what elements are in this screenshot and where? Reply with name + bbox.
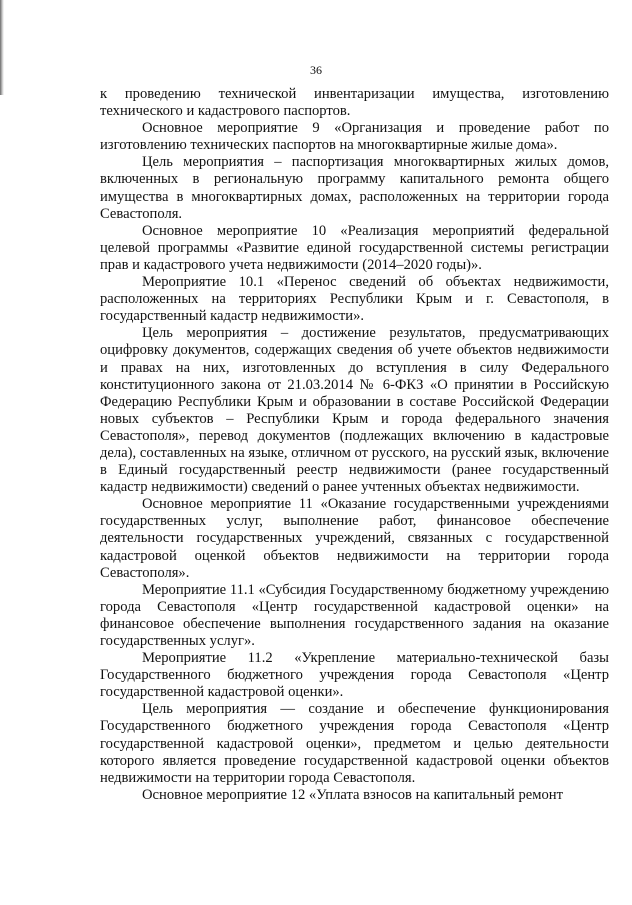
paragraph-activity-11-2: Мероприятие 11.2 «Укрепление материально-технической базы Государственного бюджетного учреждения города Севастополя «Центр государственной кадастровой оценки». [100, 650, 609, 701]
paragraph-continuation: к проведению технической инвентаризации имущества, изготовлению технического и кадастрового паспортов. [100, 86, 609, 120]
paragraph-goal-11: Цель мероприятия — создание и обеспечение функционирования Государственного бюджетного учреждения города Севастополя «Центр государственной кадастровой оценки», предметом и целью деятельности которого является проведение государственной кадастровой оценки объектов недвижимости на территории города Севастополя. [100, 701, 609, 786]
scan-edge-mark [0, 0, 4, 95]
paragraph-main-activity-10: Основное мероприятие 10 «Реализация мероприятий федеральной целевой программы «Развитие единой государственной системы регистрации прав и кадастрового учета недвижимости (2014–2020 годы)». [100, 222, 609, 273]
paragraph-activity-11-1: Мероприятие 11.1 «Субсидия Государственному бюджетному учреждению города Севастополя «Центр государственной кадастровой оценки» на финансовое обеспечение выполнения государственного задания на оказание государственных услуг». [100, 581, 609, 649]
paragraph-main-activity-11: Основное мероприятие 11 «Оказание государственными учреждениями государственных услуг, выполнение работ, финансовое обеспечение деятельности государственных учреждений, связанных с государственной кадастровой оценкой объектов недвижимости на территории города Севастополя». [100, 496, 609, 581]
paragraph-activity-10-1: Мероприятие 10.1 «Перенос сведений об объектах недвижимости, расположенных на территориях Республики Крым и г. Севастополя, в государственный кадастр недвижимости». [100, 274, 609, 325]
document-body [100, 86, 609, 804]
page-number: 36 [310, 63, 322, 77]
paragraph-main-activity-9: Основное мероприятие 9 «Организация и проведение работ по изготовлению технических паспортов на многоквартирные жилые дома». [100, 120, 609, 154]
paragraph-main-activity-12: Основное мероприятие 12 «Уплата взносов на капитальный ремонт [142, 786, 563, 803]
paragraph-goal-10-1: Цель мероприятия – достижение результатов, предусматривающих оцифровку документов, содержащих сведения об учете объектов недвижимости и правах на них, изготовленных до вступления в силу Федерального конституционного закона от 21.03.2014 № 6-ФКЗ «О принятии в Российскую Федерацию Республики Крым и образовании в составе Российской Федерации новых субъектов – Республики Крым и города федерального значения Севастополя», перевод документов (подлежащих включению в кадастровые дела), составленных на языке, отличном от русского, на русский язык, включение в Единый государственный реестр недвижимости (ранее государственный кадастр недвижимости) сведений о ранее учтенных объектах недвижимости. [100, 325, 609, 496]
paragraph-goal-9: Цель мероприятия – паспортизация многоквартирных жилых домов, включенных в региональную программу капитального ремонта общего имущества в многоквартирных домах, расположенных на территории города Севастополя. [100, 154, 609, 222]
